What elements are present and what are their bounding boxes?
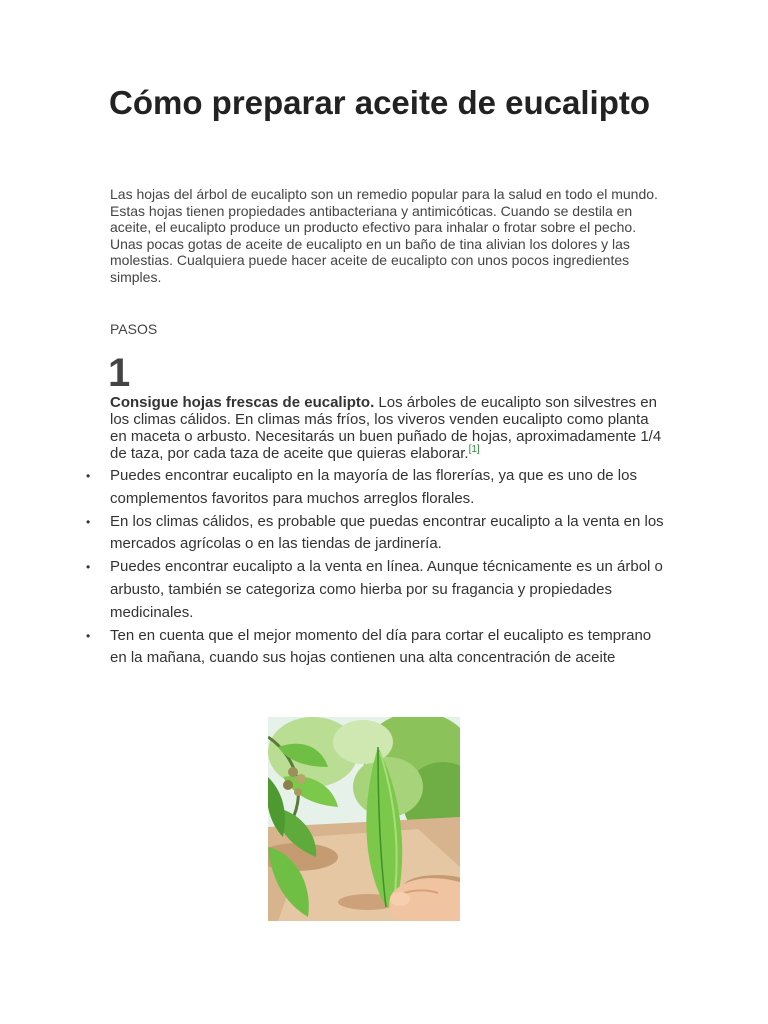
step-paragraph (110, 394, 662, 462)
bullet-icon: • (86, 628, 91, 643)
list-item (84, 511, 664, 557)
step-body: Los árboles de eucalipto son silvestres en los climas cálidos. En climas más fríos, los viveros venden eucalipto como planta en maceta o arbusto. Necesitarás un buen puñado de hojas, aproximadamente 1/4 de taza, por cada taza de aceite que quieras elaborar. (110, 394, 662, 462)
page-title: Cómo preparar aceite de eucalipto (109, 84, 651, 121)
tips-list (84, 465, 664, 670)
list-item (84, 465, 664, 511)
bullet-icon: • (86, 514, 91, 529)
bullet-icon: • (86, 560, 91, 575)
intro-paragraph: Las hojas del árbol de eucalipto son un remedio popular para la salud en todo el mundo. Estas hojas tienen propiedades antibacteriana y antimicóticas. Cuando se destila en aceite, el eucalipto produce un producto efectivo para inhalar o frotar sobre el pecho. Unas pocas gotas de aceite de eucalipto en un baño de tina alivian los dolores y las molestias. Cualquiera puede hacer aceite de eucalipto con unos pocos ingredientes simples. (110, 186, 658, 285)
list-item-text: Ten en cuenta que el mejor momento del día para cortar el eucalipto es temprano en la mañana, cuando sus hojas contienen una alta concentración de aceite (110, 626, 652, 667)
list-item (84, 625, 664, 671)
list-item (84, 556, 664, 624)
step-heading: Consigue hojas frescas de eucalipto. (110, 394, 375, 411)
list-item-text: En los climas cálidos, es probable que puedas encontrar eucalipto a la venta en los mercados agrícolas o en las tiendas de jardinería. (110, 512, 664, 553)
steps-label: PASOS (110, 321, 158, 337)
list-item-text: Puedes encontrar eucalipto a la venta en línea. Aunque técnicamente es un árbol o arbusto, también se categoriza como hierba por su fragancia y propiedades medicinales. (110, 558, 663, 621)
step-number: 1 (108, 351, 131, 395)
bullet-icon: • (86, 469, 91, 483)
reference-link[interactable]: [1] (468, 444, 480, 455)
list-item-text: Puedes encontrar eucalipto en la mayoría de las florerías, ya que es uno de los complementos favoritos para muchos arreglos florales. (110, 467, 637, 507)
eucalyptus-illustration (268, 717, 460, 921)
